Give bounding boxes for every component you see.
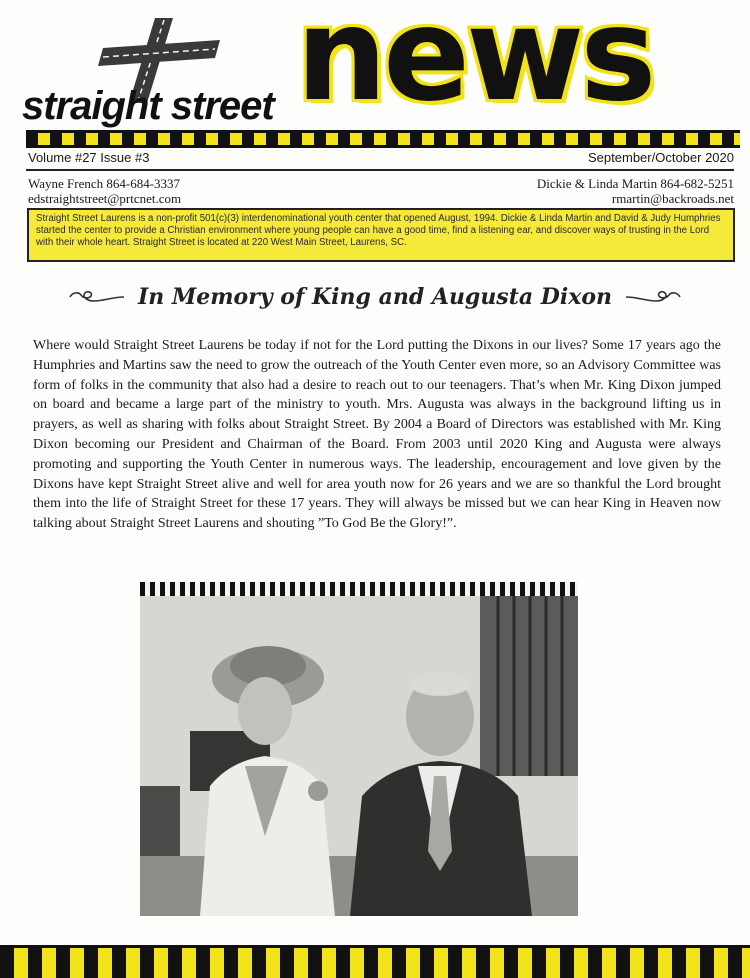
divider-rule <box>26 169 734 171</box>
contact-row <box>28 176 734 192</box>
contact-right-email[interactable]: rmartin@backroads.net <box>611 191 734 206</box>
hazard-stripe-divider <box>26 130 740 148</box>
footer-hazard-stripe <box>0 945 750 978</box>
article-body: Where would Straight Street Laurens be today if not for the Lord putting the Dixons in our lives? Some 17 years ago the Humphries and Martins saw the need to grow the outreach of the Youth Center even more, so an Advisory Committee was form of folks in the community that also had a desire to reach out to our teenagers. That’s when Mr. King Dixon jumped on board and became a large part of the ministry to youth. Mrs. Augusta was always in the background lifting us in prayers, as well as sharing with folks about Straight Street. By 2004 a Board of Directors was established with Mr. King Dixon becoming our President and Chairman of the Board. From 2003 until 2020 King and Augusta were always promoting and supporting the Youth Center in numerous ways. The leadership, encouragement and love given by the Dixons have kept Straight Street alive and well for area youth now for 26 years and we are so thankful the Lord brought them into the life of Straight Street for these 17 years. They will always be missed but we can hear King in Heaven now talking about Straight Street Laurens and shouting ”To God Be the Glory!”. <box>33 338 721 532</box>
brand-name: straight street <box>22 84 274 128</box>
mission-statement-box: Straight Street Laurens is a non-profit 501(c)(3) interdenominational youth center that opened August, 1994. Dickie & Linda Martin and David & Judy Humphries started the center to provide a Christian environment where young people can have a good time, find a listening ear, and discover ways of trusting in the Lord with their whole heart. Straight Street is located at 220 West Main Street, Laurens, SC. <box>27 208 735 262</box>
contact-left-phone: Wayne French 864-684-3337 <box>28 176 181 191</box>
photo-top-stripe <box>140 582 578 596</box>
photo-illustration <box>140 596 578 916</box>
article-headline: In Memory of King and Augusta Dixon <box>137 284 612 310</box>
masthead-title: news <box>296 0 653 130</box>
issue-info-row <box>28 150 734 165</box>
left-swirl-ornament-icon <box>68 287 126 307</box>
issue-date: September/October 2020 <box>588 150 734 165</box>
dixon-couple-photo <box>140 596 578 916</box>
right-swirl-ornament-icon <box>624 287 682 307</box>
contact-right-phone: Dickie & Linda Martin 864-682-5251 <box>536 176 734 191</box>
email-row <box>28 191 734 207</box>
masthead <box>0 0 750 150</box>
issue-volume: Volume #27 Issue #3 <box>28 150 150 165</box>
contact-left-email[interactable]: edstraightstreet@prtcnet.com <box>28 191 182 206</box>
article-headline-row <box>0 284 750 310</box>
